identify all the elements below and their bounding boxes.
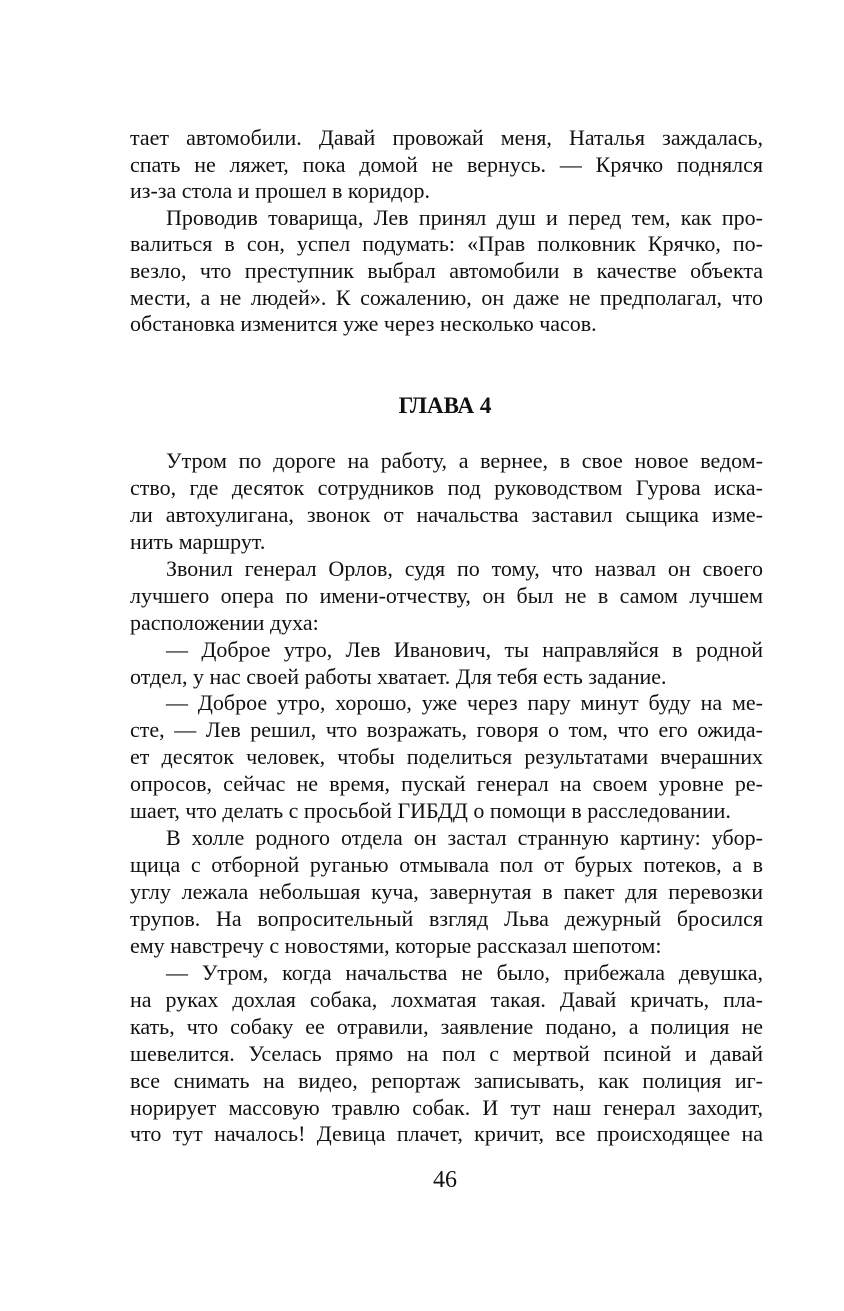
chapter-heading: ГЛАВА 4 — [398, 393, 492, 418]
text-line: обстановка изменится уже через несколько часов. — [130, 311, 597, 337]
text-line: расположении духа: — [130, 609, 319, 635]
text-line: ет десяток человек, чтобы поделиться результатами вчерашних — [130, 744, 763, 770]
paragraph — [130, 825, 763, 960]
text-line: Проводив товарища, Лев принял душ и перед тем, как про- — [166, 204, 763, 230]
text-line: норирует массовую травлю собак. И тут наш генерал заходит, — [130, 1094, 763, 1120]
text-line: все снимать на видео, репортаж записывать, как полиция иг- — [130, 1067, 763, 1093]
text-line: что тут началось! Девица плачет, кричит, все происходящее на — [130, 1121, 763, 1147]
text-line: — Доброе утро, Лев Иванович, ты направляйся в родной — [166, 636, 763, 662]
paragraph — [130, 960, 763, 1149]
text-line: из-за стола и прошел в коридор. — [130, 178, 430, 204]
paragraph — [130, 556, 763, 637]
text-line: отдел, у нас своей работы хватает. Для тебя есть задание. — [130, 663, 667, 689]
text-line: ли автохулигана, звонок от начальства заставил сыщика изме- — [130, 501, 763, 527]
paragraph — [130, 690, 763, 825]
text-block-top — [130, 125, 763, 338]
paragraph — [130, 637, 763, 691]
text-line: кать, что собаку ее отравили, заявление подано, а полиция не — [130, 1013, 763, 1039]
text-line: ему навстречу с новостями, которые рассказал шепотом: — [130, 932, 662, 958]
text-line: углу лежала небольшая куча, завернутая в пакет для перевозки — [130, 879, 763, 904]
text-line: Звонил генерал Орлов, судя по тому, что назвал он своего — [166, 555, 763, 581]
text-line: лучшего опера по имени-отчеству, он был не в самом лучшем — [130, 582, 763, 608]
text-line: щица с отборной руганью отмывала пол от бурых потеков, а в — [130, 852, 763, 878]
text-line: нить маршрут. — [130, 528, 266, 554]
page-number: 46 — [433, 1167, 457, 1193]
text-line: ство, где десяток сотрудников под руководством Гурова иска- — [130, 474, 763, 500]
text-line: трупов. На вопросительный взгляд Льва дежурный бросился — [130, 905, 763, 931]
text-line: сте, — Лев решил, что возражать, говоря о том, что его ожида- — [130, 717, 763, 743]
text-line: шает, что делать с просьбой ГИБДД о помощи в расследовании. — [130, 798, 731, 824]
paragraph — [130, 125, 763, 205]
paragraph — [130, 205, 763, 338]
text-line: — Доброе утро, хорошо, уже через пару минут буду на ме- — [166, 690, 763, 716]
text-line: тает автомобили. Давай провожай меня, Наталья заждалась, — [130, 125, 763, 150]
text-line: В холле родного отдела он застал странную картину: убор- — [166, 825, 763, 851]
text-line: на руках дохлая собака, лохматая такая. Давай кричать, пла- — [130, 986, 763, 1012]
text-line: везло, что преступник выбрал автомобили в качестве объекта — [130, 257, 763, 283]
text-line: мести, а не людей». К сожалению, он даже не предполагал, что — [130, 284, 763, 310]
text-line: шевелится. Уселась прямо на пол с мертвой псиной и давай — [130, 1040, 763, 1066]
text-block-chapter — [130, 448, 763, 1148]
text-line: опросов, сейчас не время, пускай генерал на своем уровне ре- — [130, 771, 763, 797]
paragraph — [130, 448, 763, 556]
text-line: валиться в сон, успел подумать: «Прав полковник Крячко, по- — [130, 231, 763, 257]
text-line: спать не ляжет, пока домой не вернусь. — Крячко поднялся — [130, 151, 763, 177]
text-line: — Утром, когда начальства не было, прибежала девушка, — [166, 959, 763, 985]
text-line: Утром по дороге на работу, а вернее, в свое новое ведом- — [166, 448, 763, 473]
